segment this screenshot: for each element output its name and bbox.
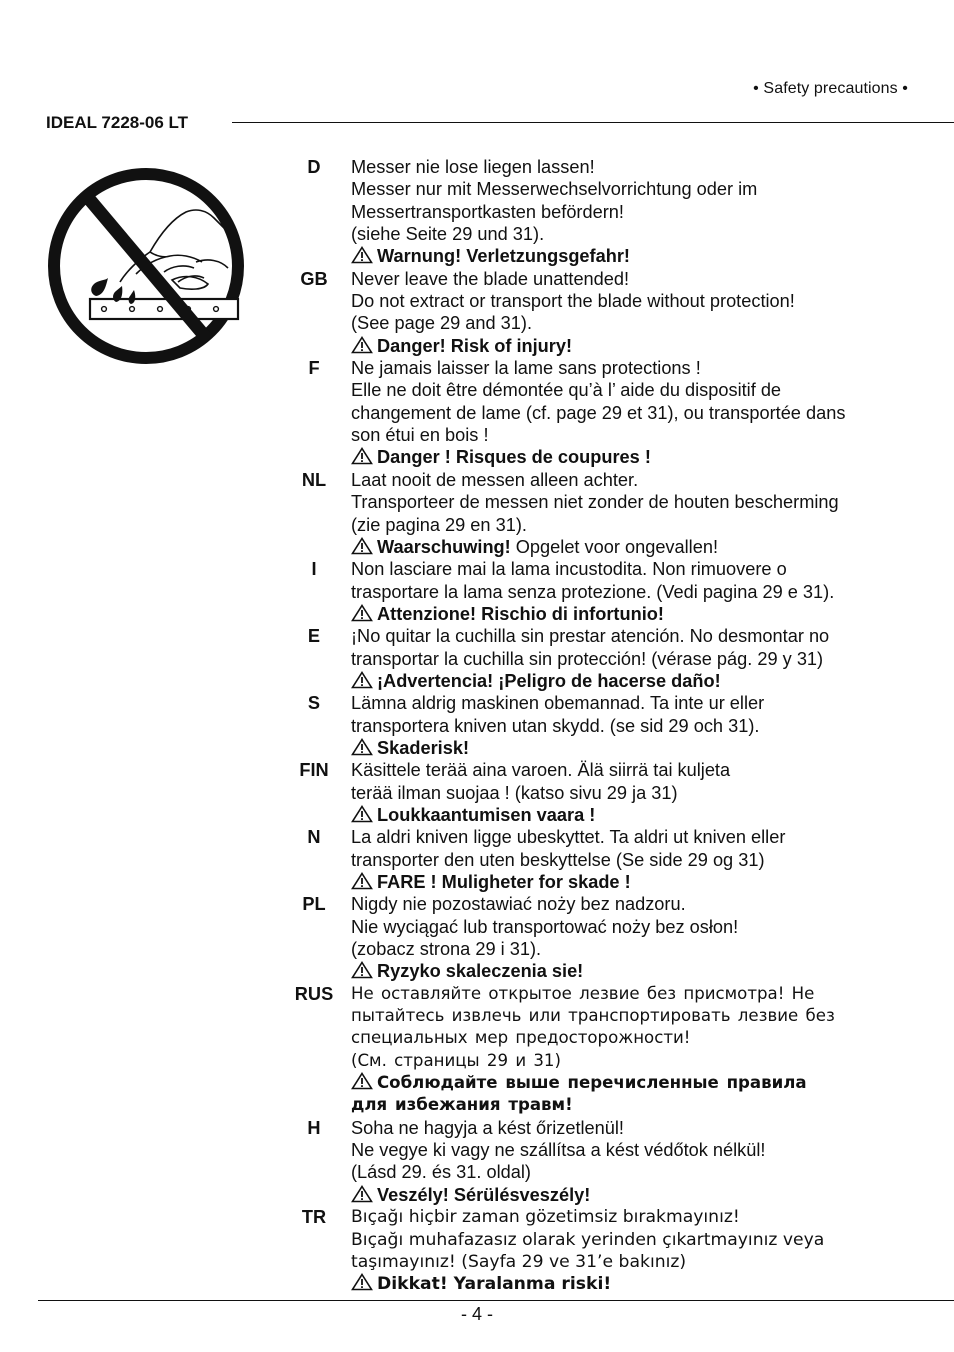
text-line: Bıçağı hiçbir zaman gözetimsiz bırakmayınız! (351, 1207, 740, 1228)
warning-line (351, 737, 910, 759)
warning-line (351, 446, 910, 468)
text-line: Transporteer de messen niet zonder de houten bescherming (351, 492, 839, 513)
text-line: Messertransportkasten befördern! (351, 201, 624, 222)
text-line: Do not extract or transport the blade without protection! (351, 291, 795, 312)
warning-line (351, 335, 910, 357)
language-code: D (307, 157, 321, 177)
warning-text: Attenzione! Rischio di infortunio! (377, 603, 664, 624)
text-line: Never leave the blade unattended! (351, 268, 630, 289)
warning-text: Skaderisk! (377, 737, 470, 758)
text-line: (zobacz strona 29 i 31). (351, 939, 542, 960)
text-line: Не оставляйте открытое лезвие без присмотра! Не (351, 983, 815, 1003)
text-line: La aldri kniven ligge ubeskyttet. Ta aldri ut kniven eller (351, 827, 786, 848)
warning-triangle-icon (351, 805, 373, 823)
warning-text: Warnung! Verletzungsgefahr! (377, 246, 630, 267)
language-code: PL (302, 894, 326, 915)
text-line: transportera kniven utan skydd. (se sid 29 och 31). (351, 715, 760, 736)
text-line: son étui en bois ! (351, 425, 489, 446)
language-code: GB (300, 268, 328, 289)
text-line: (Lásd 29. és 31. oldal) (351, 1162, 531, 1183)
warning-text: Veszély! Sérülésveszély! (377, 1184, 591, 1205)
warning-triangle-icon (351, 671, 373, 689)
text-line: специальных мер предосторожности! (351, 1028, 691, 1048)
text-line: Laat nooit de messen alleen achter. (351, 469, 639, 490)
warning-line (351, 960, 910, 982)
language-code: E (307, 626, 321, 647)
text-line: Bıçağı muhafazasız olarak yerinden çıkartmayınız veya (351, 1229, 825, 1250)
no-handling-blade-prohibition-icon (46, 162, 246, 372)
entry-gb (290, 268, 910, 357)
warning-line (351, 1072, 910, 1094)
safety-warnings-list (290, 156, 910, 1296)
page-number: - 4 - (460, 1304, 493, 1324)
text-line: (См. страницы 29 и 31) (351, 1050, 561, 1070)
warning-line-continued: для избежания травм! (351, 1095, 573, 1115)
entry-h (290, 1117, 910, 1206)
entry-tr (290, 1206, 910, 1295)
entry-fin (290, 759, 910, 826)
warning-triangle-icon (351, 1072, 373, 1090)
text-line: Ne jamais laisser la lame sans protections ! (351, 358, 701, 379)
warning-triangle-icon (351, 872, 373, 890)
text-line: Nigdy nie pozostawiać noży bez nadzoru. (351, 894, 686, 915)
entry-s (290, 692, 910, 759)
warning-triangle-icon (351, 1273, 373, 1291)
warning-triangle-icon (351, 604, 373, 622)
text-line: Lämna aldrig maskinen obemannad. Ta inte ur eller (351, 693, 765, 714)
text-line: transporter den uten beskyttelse (Se side 29 og 31) (351, 849, 765, 870)
warning-triangle-icon (351, 537, 373, 555)
warning-text: FARE ! Muligheter for skade ! (377, 872, 631, 892)
warning-line (351, 536, 910, 558)
language-code: NL (301, 469, 327, 490)
entry-nl (290, 469, 910, 558)
warning-triangle-icon (351, 447, 373, 465)
warning-triangle-icon (351, 1185, 373, 1203)
warning-triangle-icon (351, 738, 373, 756)
text-line: Messer nie lose liegen lassen! (351, 157, 595, 177)
warning-text: Waarschuwing! (377, 536, 511, 557)
language-code: F (308, 358, 320, 379)
text-line: Messer nur mit Messerwechselvorrichtung oder im (351, 179, 758, 200)
warning-line (351, 670, 910, 692)
text-line: пытайтесь извлечь или транспортировать лезвие без (351, 1006, 835, 1026)
text-line: (siehe Seite 29 und 31). (351, 224, 545, 245)
text-line: Non lasciare mai la lama incustodita. Non rimuovere o (351, 559, 787, 580)
running-header: • Safety precautions • (753, 80, 908, 97)
entry-n (290, 826, 910, 893)
text-line: Elle ne doit être démontée qu’à l’ aide du dispositif de (351, 380, 782, 401)
warning-text: Соблюдайте выше перечисленные правила (377, 1073, 807, 1093)
language-code: TR (301, 1207, 327, 1228)
warning-line (351, 603, 910, 625)
warning-text: Dikkat! Yaralanma riski! (377, 1274, 612, 1295)
footer-rule (38, 1300, 954, 1301)
warning-text: Loukkaantumisen vaara ! (377, 804, 596, 825)
warning-text: Danger ! Risques de coupures ! (377, 447, 651, 468)
warning-text: Danger! Risk of injury! (377, 335, 573, 356)
language-code: N (307, 827, 321, 848)
warning-line (351, 1184, 910, 1206)
text-line: Soha ne hagyja a kést őrizetlenül! (351, 1117, 624, 1138)
text-line: Nie wyciągać lub transportować noży bez osłon! (351, 916, 739, 937)
warning-line (351, 1273, 910, 1295)
text-line: Käsittele terää aina varoen. Älä siirrä tai kuljeta (351, 760, 731, 781)
warning-text: Ryzyko skaleczenia sie! (377, 961, 584, 982)
text-line: transportar la cuchilla sin protección! (vérase pág. 29 y 31) (351, 648, 824, 669)
text-line: terää ilman suojaa ! (katso sivu 29 ja 31) (351, 782, 678, 803)
text-line: taşımayınız! (Sayfa 29 ve 31’e bakınız) (351, 1251, 687, 1272)
warning-text: ¡Advertencia! ¡Peligro de hacerse daño! (377, 670, 721, 691)
language-code: S (307, 693, 321, 714)
language-code: FIN (299, 760, 329, 781)
entry-rus (290, 983, 910, 1117)
language-code: RUS (294, 983, 334, 1004)
text-line: Ne vegye ki vagy ne szállítsa a kést védőtok nélkül! (351, 1140, 766, 1161)
text-line: trasportare la lama senza protezione. (Vedi pagina 29 e 31). (351, 581, 835, 602)
language-code: I (311, 559, 317, 580)
text-line: (See page 29 and 31). (351, 313, 533, 334)
entry-e (290, 625, 910, 692)
language-code: H (307, 1117, 321, 1138)
warning-rest: Opgelet voor ongevallen! (510, 536, 719, 557)
warning-line (351, 245, 910, 267)
model-title: IDEAL 7228-06 LT (46, 113, 189, 132)
header-rule (232, 122, 954, 123)
text-line: (zie pagina 29 en 31). (351, 514, 527, 535)
entry-i (290, 558, 910, 625)
warning-triangle-icon (351, 336, 373, 354)
entry-de (290, 156, 910, 268)
text-line: ¡No quitar la cuchilla sin prestar atención. No desmontar no (351, 626, 830, 647)
warning-triangle-icon (351, 961, 373, 979)
entry-pl (290, 893, 910, 982)
warning-line (351, 804, 910, 826)
warning-triangle-icon (351, 246, 373, 264)
warning-line (351, 871, 910, 893)
entry-f (290, 357, 910, 469)
text-line: changement de lame (cf. page 29 et 31), ou transportée dans (351, 402, 846, 423)
